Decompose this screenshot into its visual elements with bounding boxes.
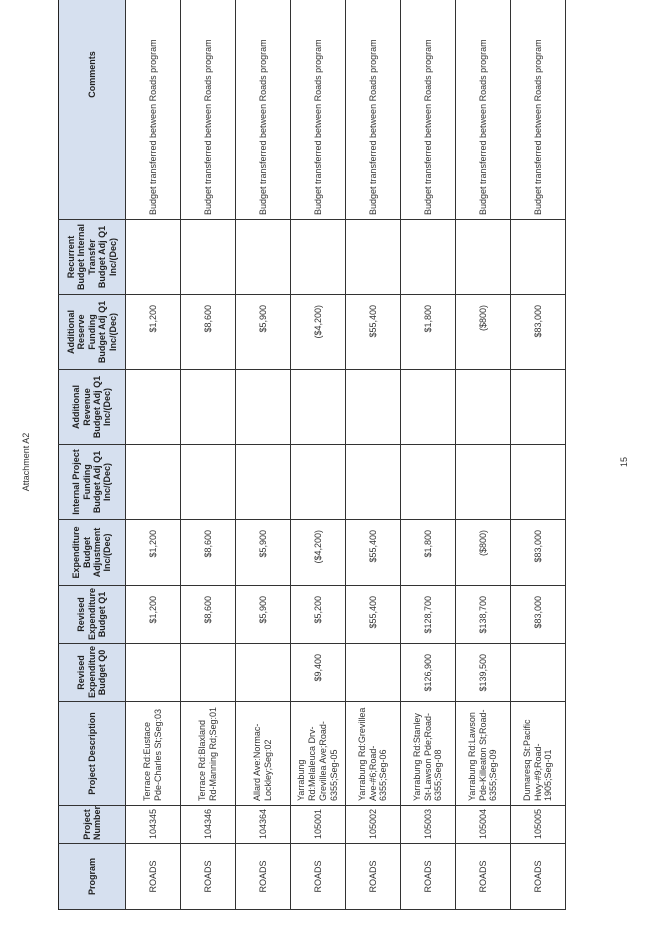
cell-revised-q1: $55,400 [346, 586, 401, 644]
cell-expenditure-adjustment: $55,400 [346, 520, 401, 586]
cell-expenditure-adjustment: ($4,200) [291, 520, 346, 586]
budget-adjustment-table [58, 0, 566, 910]
cell-expenditure-adjustment: $1,800 [401, 520, 456, 586]
header-revised-q0: Revised Expenditure Budget Q0 [59, 644, 126, 702]
header-expenditure-adjustment: Expenditure Budget Adjustment Inc/(Dec) [59, 520, 126, 586]
cell-additional-reserve: $5,900 [236, 295, 291, 370]
cell-revised-q0 [511, 644, 566, 702]
cell-recurrent-transfer [291, 220, 346, 295]
cell-revised-q1: $8,600 [181, 586, 236, 644]
cell-project-description: Allard Ave:Normac-Lockley;Seg:02 [236, 702, 291, 806]
cell-expenditure-adjustment: $5,900 [236, 520, 291, 586]
cell-comments: Budget transferred between Roads program [401, 0, 456, 220]
cell-internal-funding [346, 445, 401, 520]
cell-comments: Budget transferred between Roads program [126, 0, 181, 220]
cell-program: ROADS [181, 844, 236, 910]
cell-comments: Budget transferred between Roads program [236, 0, 291, 220]
cell-additional-revenue [346, 370, 401, 445]
cell-revised-q0 [181, 644, 236, 702]
cell-project-description: Yarrabung Rd:Grevillea Ave-#6;Road-6355;Seg-06 [346, 702, 401, 806]
cell-project-description: Yarrabung Rd:Melaleuca Drv-Grevillea Ave;Road-6355;Seg-05 [291, 702, 346, 806]
cell-comments: Budget transferred between Roads program [456, 0, 511, 220]
cell-internal-funding [126, 445, 181, 520]
cell-additional-reserve: ($800) [456, 295, 511, 370]
table-header-row [59, 0, 126, 910]
cell-expenditure-adjustment: $1,200 [126, 520, 181, 586]
cell-additional-reserve: $1,200 [126, 295, 181, 370]
cell-internal-funding [291, 445, 346, 520]
header-project-description: Project Description [59, 702, 126, 806]
cell-revised-q1: $5,900 [236, 586, 291, 644]
cell-project-description: Yarrabung Rd:Stanley St-Lawson Pde;Road-6355;Seg-08 [401, 702, 456, 806]
cell-project-number: 105001 [291, 806, 346, 844]
cell-project-description: Terrace Rd:Blaxland Rd-Manning Rd;Seg:01 [181, 702, 236, 806]
cell-recurrent-transfer [456, 220, 511, 295]
cell-recurrent-transfer [236, 220, 291, 295]
cell-program: ROADS [456, 844, 511, 910]
cell-revised-q0: $126,900 [401, 644, 456, 702]
cell-recurrent-transfer [346, 220, 401, 295]
table-row [291, 0, 346, 910]
table-row [401, 0, 456, 910]
header-additional-reserve: Additional Reserve Funding Budget Adj Q1 Inc/(Dec) [59, 295, 126, 370]
cell-project-number: 105004 [456, 806, 511, 844]
header-comments: Comments [59, 0, 126, 220]
cell-project-number: 105002 [346, 806, 401, 844]
cell-internal-funding [401, 445, 456, 520]
cell-additional-reserve: $83,000 [511, 295, 566, 370]
cell-project-number: 105003 [401, 806, 456, 844]
cell-additional-revenue [401, 370, 456, 445]
cell-recurrent-transfer [126, 220, 181, 295]
cell-program: ROADS [126, 844, 181, 910]
cell-revised-q1: $138,700 [456, 586, 511, 644]
cell-additional-revenue [511, 370, 566, 445]
cell-additional-revenue [291, 370, 346, 445]
cell-additional-revenue [126, 370, 181, 445]
cell-additional-reserve: $55,400 [346, 295, 401, 370]
cell-revised-q1: $1,200 [126, 586, 181, 644]
cell-internal-funding [511, 445, 566, 520]
cell-expenditure-adjustment: $83,000 [511, 520, 566, 586]
table-row [456, 0, 511, 910]
cell-comments: Budget transferred between Roads program [346, 0, 401, 220]
cell-internal-funding [236, 445, 291, 520]
cell-recurrent-transfer [401, 220, 456, 295]
cell-additional-revenue [456, 370, 511, 445]
cell-project-number: 104345 [126, 806, 181, 844]
cell-additional-revenue [181, 370, 236, 445]
table-row [181, 0, 236, 910]
cell-project-description: Dumaresq St:Pacific Hwy-#9;Road-1905;Seg-01 [511, 702, 566, 806]
table-row [126, 0, 181, 910]
header-revised-q1: Revised Expenditure Budget Q1 [59, 586, 126, 644]
header-project-number: Project Number [59, 806, 126, 844]
cell-comments: Budget transferred between Roads program [181, 0, 236, 220]
cell-revised-q1: $83,000 [511, 586, 566, 644]
cell-program: ROADS [401, 844, 456, 910]
table-row [236, 0, 291, 910]
cell-project-description: Terrace Rd:Eustace Pde-Charles St;Seg:03 [126, 702, 181, 806]
cell-recurrent-transfer [181, 220, 236, 295]
table-row [511, 0, 566, 910]
cell-project-number: 105005 [511, 806, 566, 844]
cell-recurrent-transfer [511, 220, 566, 295]
cell-revised-q1: $128,700 [401, 586, 456, 644]
header-internal-funding: Internal Project Funding Budget Adj Q1 Inc/(Dec) [59, 445, 126, 520]
cell-revised-q0 [126, 644, 181, 702]
table-row [346, 0, 401, 910]
cell-program: ROADS [291, 844, 346, 910]
cell-internal-funding [181, 445, 236, 520]
cell-program: ROADS [511, 844, 566, 910]
cell-additional-reserve: ($4,200) [291, 295, 346, 370]
cell-revised-q1: $5,200 [291, 586, 346, 644]
page-number: 15 [619, 456, 629, 468]
cell-project-number: 104346 [181, 806, 236, 844]
cell-project-number: 104364 [236, 806, 291, 844]
cell-expenditure-adjustment: $8,600 [181, 520, 236, 586]
header-recurrent-transfer: Recurrent Budget Internal Transfer Budget Adj Q1 Inc/(Dec) [59, 220, 126, 295]
cell-additional-revenue [236, 370, 291, 445]
cell-program: ROADS [236, 844, 291, 910]
cell-project-description: Yarrabung Rd:Lawson Pde-Killeaton St;Road-6355;Seg-09 [456, 702, 511, 806]
cell-revised-q0: $9,400 [291, 644, 346, 702]
header-program: Program [59, 844, 126, 910]
cell-revised-q0: $139,500 [456, 644, 511, 702]
cell-revised-q0 [236, 644, 291, 702]
cell-additional-reserve: $1,800 [401, 295, 456, 370]
header-additional-revenue: Additional Revenue Budget Adj Q1 Inc/(Dec) [59, 370, 126, 445]
cell-expenditure-adjustment: ($800) [456, 520, 511, 586]
cell-internal-funding [456, 445, 511, 520]
cell-program: ROADS [346, 844, 401, 910]
rotated-page [58, 0, 566, 910]
cell-additional-reserve: $8,600 [181, 295, 236, 370]
cell-comments: Budget transferred between Roads program [291, 0, 346, 220]
cell-comments: Budget transferred between Roads program [511, 0, 566, 220]
cell-revised-q0 [346, 644, 401, 702]
attachment-label: Attachment A2 [21, 432, 31, 492]
